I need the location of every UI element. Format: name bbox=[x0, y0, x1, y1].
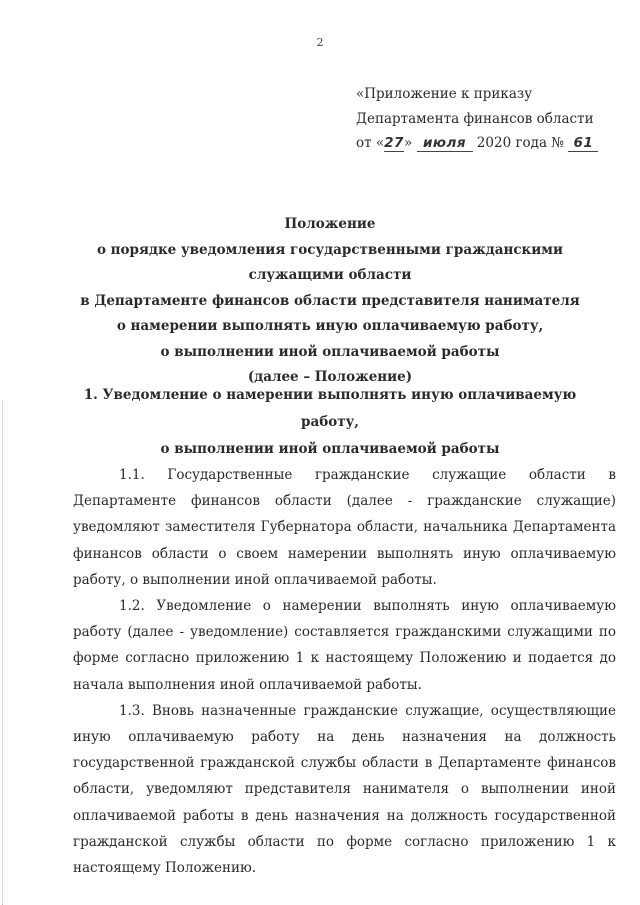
appendix-year: 2020 года № bbox=[472, 135, 569, 151]
section-heading-line: о выполнении иной оплачиваемой работы bbox=[160, 441, 500, 457]
paragraph: 1.3. Вновь назначенные гражданские служащие, осуществляющие иную оплачиваемую работу на день назначения на должность государственной гражданской службы области в Департаменте финансов области, уведомляют представителя нанимателя о выполнении иной оплачиваемой работы в день назначения на должность государственной гражданской службы области по форме согласно приложению 1 к настоящему Положению. bbox=[73, 702, 616, 877]
document-body bbox=[73, 462, 616, 881]
title-line: Положение bbox=[284, 216, 376, 232]
handwritten-number: 61 bbox=[568, 135, 598, 152]
document-title bbox=[60, 212, 600, 391]
title-line: (далее – Положение) bbox=[247, 369, 413, 385]
section-heading-line: 1. Уведомление о намерении выполнять иную оплачиваемую работу, bbox=[83, 387, 577, 430]
appendix-date-mid: » bbox=[403, 135, 417, 151]
scan-edge bbox=[2, 400, 4, 905]
appendix-date-prefix: от « bbox=[356, 135, 385, 151]
title-line: в Департаменте финансов области представителя нанимателя bbox=[80, 292, 580, 309]
appendix-header bbox=[356, 82, 626, 156]
page-number: 2 bbox=[316, 36, 324, 49]
appendix-line-2: Департамента финансов области bbox=[356, 110, 594, 127]
appendix-line-1: «Приложение к приказу bbox=[356, 86, 533, 102]
paragraph: 1.1. Государственные гражданские служащие области в Департаменте финансов области (далее - гражданские служащие) уведомляют заместителя Губернатора области, начальника Департамента финансов области о своем намерении выполнять иную оплачиваемую работу, о выполнении иной оплачиваемой работы. bbox=[73, 467, 616, 588]
handwritten-month: июля bbox=[417, 135, 473, 152]
appendix-line-3 bbox=[356, 131, 626, 156]
title-line: о порядке уведомления государственными гражданскими служащими области bbox=[96, 241, 564, 283]
title-line: о намерении выполнять иную оплачиваемую работу, bbox=[116, 318, 544, 334]
handwritten-day: 27 bbox=[384, 135, 404, 151]
title-line: о выполнении иной оплачиваемой работы bbox=[160, 343, 500, 360]
section-heading bbox=[70, 382, 590, 463]
paragraph: 1.2. Уведомление о намерении выполнять иную оплачиваемую работу (далее - уведомление) составляется гражданскими служащими по форме согласно приложению 1 к настоящему Положению и подается до начала выполнения иной оплачиваемой работы. bbox=[73, 598, 616, 693]
